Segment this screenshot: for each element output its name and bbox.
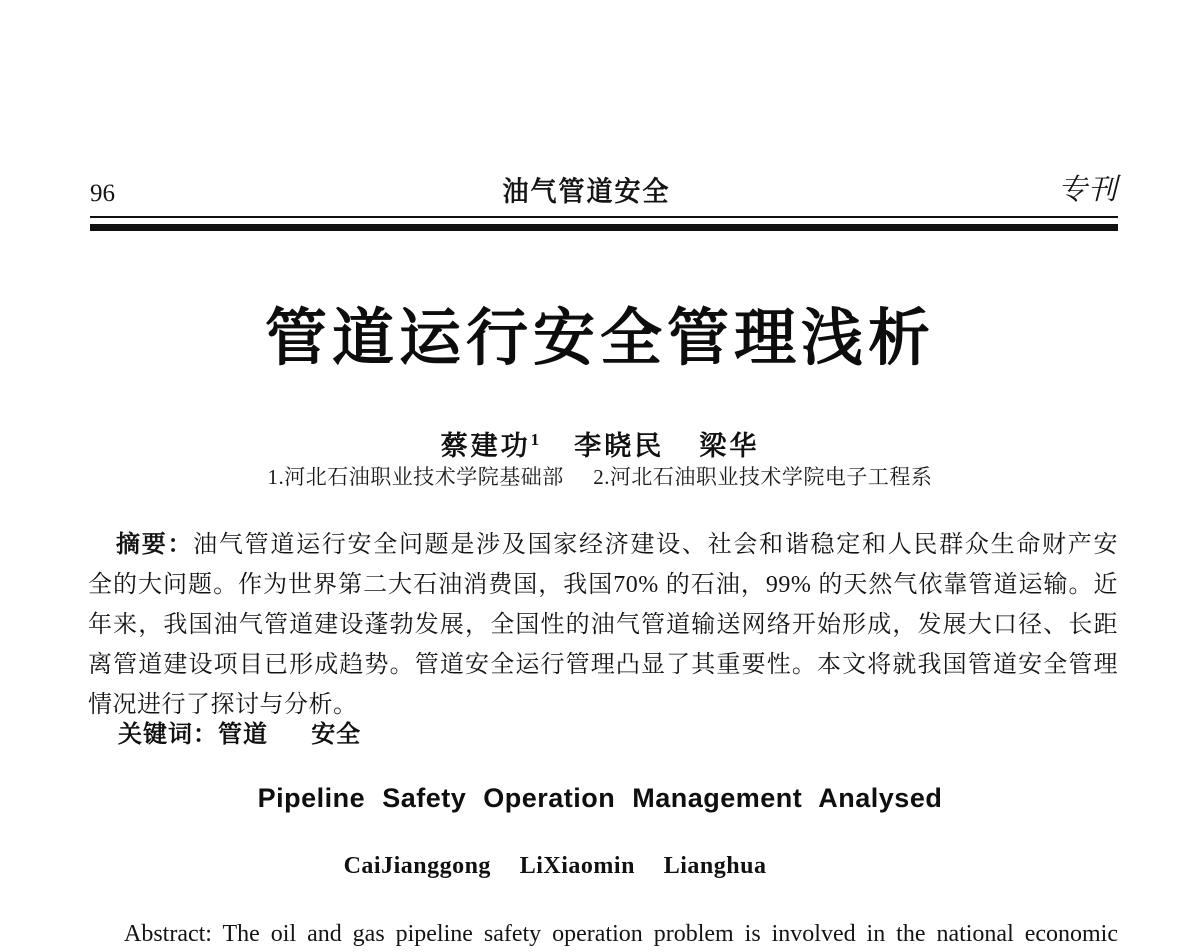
abstract-label: 摘要： (116, 532, 194, 558)
english-title: Pipeline Safety Operation Management Analysed (257, 783, 943, 813)
running-head (90, 172, 1118, 208)
header-rule-thick (90, 224, 1118, 231)
english-abstract (88, 915, 1118, 952)
issue-label: 专刊 (1057, 174, 1118, 206)
abstract-line-5: 情况进行了探讨与分析。 (88, 692, 358, 718)
abstract-line-3: 年来，我国油气管道建设蓬勃发展，全国性的油气管道输送网络开始形成，发展大口径、长距 (88, 612, 1118, 638)
keyword-1: 管道 (218, 722, 268, 748)
journal-title: 油气管道安全 (502, 175, 671, 207)
abstract-line-1-text: 油气管道运行安全问题是涉及国家经济建设、社会和谐稳定和人民群众生命财产安 (193, 532, 1118, 558)
chinese-abstract (88, 525, 1118, 725)
page-number: 96 (90, 180, 115, 207)
english-author-3: Lianghua (663, 853, 767, 879)
abstract-line-1 (88, 525, 1118, 565)
abstract-line-2: 全的大问题。作为世界第二大石油消费国，我国70% 的石油，99% 的天然气依靠管道运输。近 (88, 572, 1118, 598)
abstract-line-4: 离管道建设项目已形成趋势。管道安全运行管理凸显了其重要性。本文将就我国管道安全管理 (88, 652, 1118, 678)
affiliation-2: 2.河北石油职业技术学院电子工程系 (593, 465, 933, 489)
article-title: 管道运行安全管理浅析 (264, 304, 935, 373)
affiliation-1: 1.河北石油职业技术学院基础部 (267, 465, 564, 489)
english-author-1: CaiJianggong (343, 853, 491, 879)
english-author-2: LiXiaomin (519, 853, 635, 879)
author-2: 李晓民 (574, 431, 665, 461)
keywords-label: 关键词： (118, 722, 218, 748)
keyword-2: 安全 (311, 722, 362, 748)
authors-line (0, 424, 1200, 463)
english-abstract-label: Abstract: (124, 921, 212, 947)
author-1: 蔡建功 (440, 431, 531, 461)
author-1-superscript: 1 (530, 430, 540, 449)
english-authors-line (0, 853, 1110, 880)
header-rule-thin (90, 216, 1118, 218)
keywords-line (88, 715, 1118, 755)
affiliations-line (0, 461, 1200, 491)
author-3: 梁华 (699, 431, 760, 461)
english-abstract-text: The oil and gas pipeline safety operation problem is involved in the national economic (222, 921, 1118, 947)
